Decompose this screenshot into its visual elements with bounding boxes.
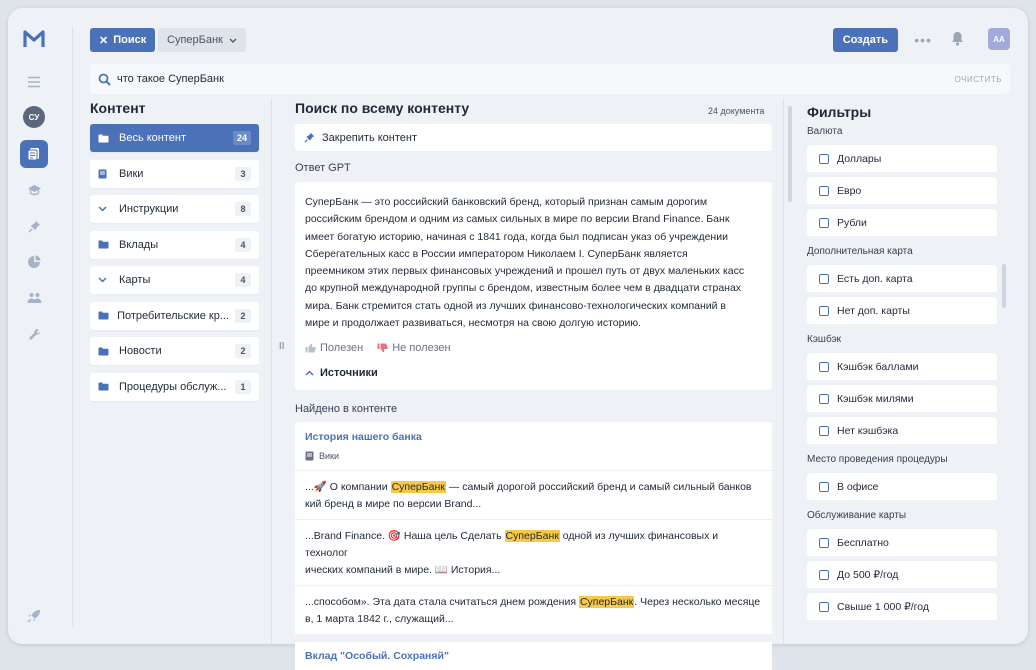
filters-title: Фильтры	[807, 104, 872, 120]
content-item[interactable]	[90, 195, 259, 223]
content-item-label: Весь контент	[119, 132, 187, 144]
gpt-answer-label: Ответ GPT	[295, 162, 351, 174]
filter-option[interactable]	[807, 529, 997, 556]
search-results	[295, 422, 772, 662]
chevron-down-icon	[98, 206, 112, 212]
bell-icon[interactable]	[951, 31, 964, 49]
close-icon: ✕	[99, 34, 109, 47]
content-item[interactable]	[90, 266, 259, 294]
result-snippet[interactable]: ...способом». Эта дата стала считаться днем рождения СуперБанк. Через несколько месяце в, 1 марта 1842 г., служащий...	[295, 585, 772, 634]
content-item-count: 4	[235, 238, 251, 252]
filter-option[interactable]	[807, 593, 997, 620]
pin-content-button[interactable]: Закрепить контент	[295, 124, 772, 151]
gpt-answer-line: СуперБанк — это российский банковский бренд, который признан самым дорогим	[305, 196, 708, 208]
filter-option-label: Кэшбэк баллами	[837, 360, 919, 373]
content-title: Контент	[90, 100, 146, 116]
top-bar	[90, 28, 1010, 52]
content-item-count: 24	[233, 131, 251, 145]
filter-option-label: Нет доп. карты	[837, 304, 910, 317]
filter-group-label: Кэшбэк	[807, 334, 842, 345]
thumbs-up-icon	[305, 343, 316, 353]
content-item-count: 8	[235, 202, 251, 216]
folder-icon	[98, 134, 112, 143]
clear-search-button[interactable]: ОЧИСТИТЬ	[954, 74, 1002, 84]
filter-option[interactable]	[807, 265, 997, 292]
filter-option-label: До 500 ₽/год	[837, 568, 899, 581]
checkbox[interactable]	[819, 426, 829, 436]
create-button[interactable]: Создать	[833, 28, 898, 52]
main-scrollbar[interactable]	[788, 106, 792, 202]
education-icon[interactable]	[20, 176, 48, 204]
filter-group-label: Валюта	[807, 126, 843, 137]
result-snippet[interactable]: ...🚀 О компании СуперБанк — самый дорогой российский бренд и самый сильный банков кий бренд в мире по версии Brand...	[295, 470, 772, 519]
gpt-answer-card	[295, 182, 772, 390]
filter-option[interactable]	[807, 385, 997, 412]
content-item[interactable]	[90, 373, 259, 401]
filter-option-label: В офисе	[837, 480, 879, 493]
checkbox[interactable]	[819, 602, 829, 612]
content-divider[interactable]	[271, 98, 272, 644]
content-item-count: 2	[235, 344, 251, 358]
analytics-icon[interactable]	[20, 248, 48, 276]
chevron-down-icon	[229, 38, 237, 43]
filter-option-label: Свыше 1 000 ₽/год	[837, 600, 930, 613]
content-item-count: 3	[235, 167, 251, 181]
gpt-answer-text	[305, 194, 762, 332]
result-title[interactable]: История нашего банка	[305, 431, 422, 443]
folder-icon	[98, 347, 112, 356]
filter-option[interactable]	[807, 561, 997, 588]
doc-count: 24 документа	[708, 106, 765, 116]
search-icon	[98, 73, 111, 86]
gpt-answer-line: мире и продолжает развиваться, несмотря на свою долгую историю.	[305, 317, 642, 330]
content-item-count: 4	[235, 273, 251, 287]
filter-option-label: Бесплатно	[837, 536, 889, 549]
filter-option[interactable]	[807, 417, 997, 444]
filter-option[interactable]	[807, 209, 997, 236]
filter-group-label: Дополнительная карта	[807, 246, 913, 257]
gpt-answer-line: Сберегательных касс в России императором Николаем I. СуперБанк является	[305, 247, 688, 260]
result-separator	[295, 634, 772, 642]
chevron-up-icon	[305, 370, 314, 376]
checkbox[interactable]	[819, 274, 829, 284]
book-icon	[305, 451, 314, 461]
folder-icon	[98, 240, 112, 249]
content-item[interactable]	[90, 231, 259, 259]
content-nav-icon[interactable]	[20, 140, 48, 168]
filters-scrollbar[interactable]	[1002, 264, 1006, 308]
checkbox[interactable]	[819, 570, 829, 580]
folder-icon	[98, 382, 112, 391]
checkbox[interactable]	[819, 306, 829, 316]
rail-divider	[72, 26, 73, 626]
user-avatar[interactable]: АА	[988, 28, 1010, 50]
filter-option[interactable]	[807, 177, 997, 204]
main-title: Поиск по всему контенту	[295, 100, 470, 116]
app-window	[8, 8, 1028, 662]
bank-select[interactable]: СуперБанк	[158, 28, 246, 52]
feedback-row	[305, 342, 451, 354]
search-bar	[90, 64, 1010, 94]
checkbox[interactable]	[819, 186, 829, 196]
menu-icon[interactable]	[20, 68, 48, 96]
content-item[interactable]	[90, 337, 259, 365]
content-item[interactable]	[90, 302, 259, 330]
search-input[interactable]	[117, 73, 955, 85]
thumbs-down-icon	[377, 343, 388, 353]
icon-rail	[8, 8, 60, 644]
filter-option-label: Евро	[837, 184, 862, 197]
filter-groups	[807, 126, 997, 620]
content-item-count: 1	[235, 380, 251, 394]
checkbox[interactable]	[819, 362, 829, 372]
filter-option[interactable]	[807, 297, 997, 324]
content-item-label: Инструкции	[119, 203, 179, 215]
content-item-count: 2	[235, 309, 251, 323]
app-logo-icon[interactable]	[23, 28, 45, 50]
content-list	[90, 124, 259, 408]
filter-option-label: Нет кэшбэка	[837, 424, 899, 437]
filter-option-label: Есть доп. карта	[837, 272, 913, 285]
content-item[interactable]	[90, 160, 259, 188]
content-item[interactable]	[90, 124, 259, 152]
filter-option[interactable]	[807, 473, 997, 500]
pin-icon	[304, 132, 315, 143]
filter-option-label: Доллары	[837, 152, 882, 165]
users-icon[interactable]	[20, 284, 48, 312]
checkbox[interactable]	[819, 154, 829, 164]
workspace-avatar[interactable]: СУ	[23, 106, 45, 128]
result-title[interactable]: Вклад "Особый. Сохраняй"	[295, 642, 772, 670]
checkbox[interactable]	[819, 538, 829, 548]
wrench-icon[interactable]	[20, 320, 48, 348]
content-item-label: Процедуры обслуж...	[119, 380, 227, 393]
content-item-label: Вклады	[119, 238, 159, 251]
result-snippet[interactable]: ...Brand Finance. 🎯 Наша цель Сделать СуперБанк одной из лучших финансовых и технолог ических компаний в мире. 📖 История...	[295, 519, 772, 585]
sources-toggle[interactable]: Источники	[305, 367, 378, 379]
gpt-answer-line: преемником этих первых финансовых учреждений и прошел путь от двух маленьких касс	[305, 265, 745, 278]
rocket-icon[interactable]	[27, 609, 41, 626]
gpt-answer-line: до крупной международной группы с брендом, известным более чем в двадцати странах	[305, 282, 742, 295]
filter-option-label: Кэшбэк милями	[837, 392, 914, 405]
book-icon	[98, 169, 112, 179]
checkbox[interactable]	[819, 218, 829, 228]
filter-option[interactable]	[807, 145, 997, 172]
content-item-label: Потребительские кр...	[117, 309, 229, 322]
checkbox[interactable]	[819, 482, 829, 492]
content-item-label: Карты	[119, 274, 151, 286]
checkbox[interactable]	[819, 394, 829, 404]
highlight-match: СуперБанк	[579, 596, 634, 608]
useful-button[interactable]: Полезен	[305, 342, 363, 354]
gpt-answer-line: мира. Банк стремится стать одной из лучших финансово-технологических компаний в	[305, 299, 726, 312]
result-kind: Вики	[295, 443, 772, 470]
filters-divider	[783, 98, 784, 644]
pin-nav-icon[interactable]	[20, 212, 48, 240]
content-item-label: Вики	[119, 167, 144, 180]
folder-icon	[98, 311, 110, 320]
filter-option[interactable]	[807, 353, 997, 380]
filter-option-label: Рубли	[837, 216, 867, 229]
search-mode-button[interactable]: ✕ Поиск	[90, 28, 155, 52]
gpt-answer-line: имеет богатую историю, начиная с 1841 года, когда был подписан указ об учреждении	[305, 230, 728, 243]
not-useful-button[interactable]: Не полезен	[377, 342, 450, 354]
highlight-match: СуперБанк	[391, 481, 445, 493]
resize-handle-icon[interactable]: II	[279, 341, 285, 352]
chevron-down-icon	[98, 277, 112, 283]
filter-group-label: Обслуживание карты	[807, 510, 907, 521]
filters-panel	[807, 104, 997, 625]
more-icon[interactable]: •••	[914, 32, 932, 48]
found-in-content-label: Найдено в контенте	[295, 403, 398, 415]
filter-group-label: Место проведения процедуры	[807, 454, 948, 465]
highlight-match: СуперБанк	[505, 530, 559, 542]
gpt-answer-line: российским брендом и одним из самых сильных в мире по версии Brand Finance. Банк	[305, 213, 730, 226]
content-item-label: Новости	[119, 345, 162, 357]
